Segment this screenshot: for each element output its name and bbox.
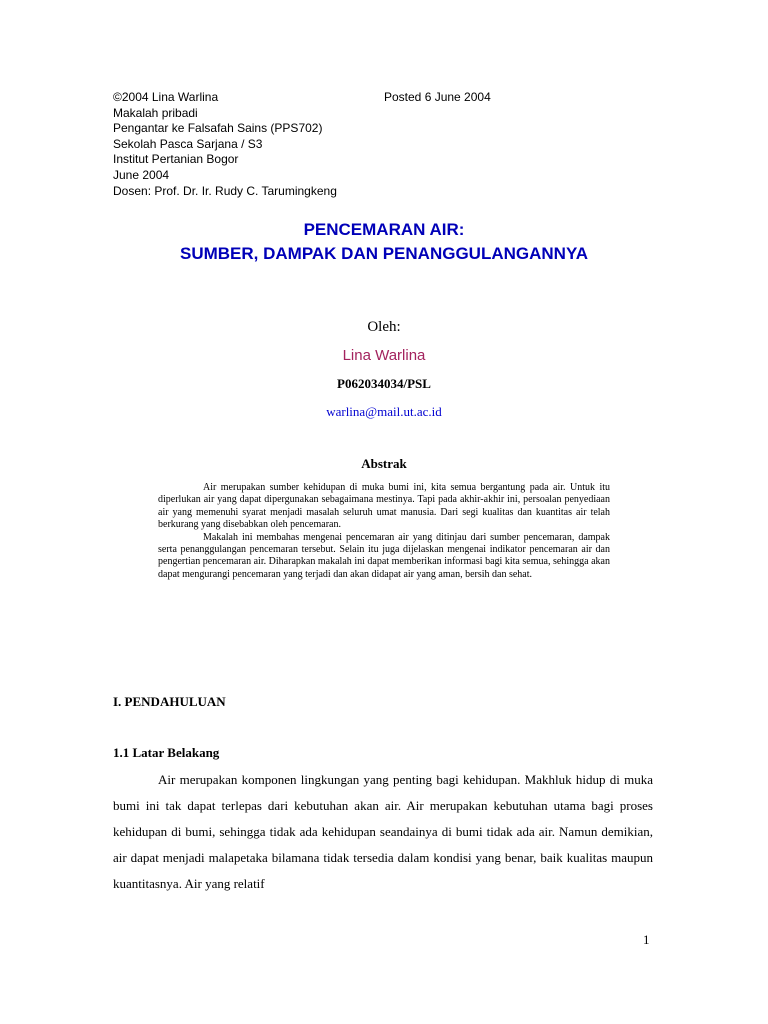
abstract-heading: Abstrak — [361, 456, 407, 471]
posted-date: Posted 6 June 2004 — [384, 90, 491, 104]
copyright-line: ©2004 Lina Warlina — [113, 90, 219, 104]
header-line-course: Pengantar ke Falsafah Sains (PPS702) — [113, 121, 323, 136]
header-line-lecturer: Dosen: Prof. Dr. Ir. Rudy C. Tarumingkeng — [113, 183, 337, 198]
header-top-row — [113, 90, 673, 106]
subsection-heading-background: 1.1 Latar Belakang — [113, 745, 220, 760]
body-text — [113, 767, 653, 897]
section-heading-introduction: I. PENDAHULUAN — [113, 694, 226, 709]
document-header — [113, 90, 673, 199]
page-number: 1 — [643, 932, 650, 947]
header-line-date: June 2004 — [113, 167, 170, 182]
title-line-2: SUMBER, DAMPAK DAN PENANGGULANGANNYA — [179, 244, 589, 263]
header-line-institute: Institut Pertanian Bogor — [113, 152, 239, 167]
author-email: warlina@mail.ut.ac.id — [326, 404, 442, 419]
header-line-school: Sekolah Pasca Sarjana / S3 — [113, 136, 263, 151]
author-by-label: Oleh: — [367, 319, 401, 335]
abstract-body — [158, 482, 610, 581]
author-name: Lina Warlina — [342, 347, 426, 364]
document-title — [0, 218, 768, 266]
body-paragraph-1: Air merupakan komponen lingkungan yang penting bagi kehidupan. Makhluk hidup di muka bumi ini tak dapat terlepas dari kebutuhan akan air. Air merupakan kebutuhan utama bagi proses kehidupan di bumi, sehingga tidak ada kehidupan seandainya di bumi tidak ada air. Namun demikian, air dapat menjadi malapetaka bilamana tidak tersedia dalam kondisi yang benar, baik kualitas maupun kuantitasnya. Air yang relatif — [113, 772, 653, 891]
header-line-paper-type: Makalah pribadi — [113, 105, 198, 120]
abstract-paragraph-2: Makalah ini membahas mengenai pencemaran air yang ditinjau dari sumber pencemaran, dampak serta penanggulangan pencemaran tersebut. Selain itu juga dijelaskan mengenai indikator pencemaran air dan pengertian pencemaran air. Diharapkan makalah ini dapat memberikan informasi bagi kita semua, sehingga akan dapat mengurangi pencemaran yang terjadi dan akan didapat air yang aman, bersih dan sehat. — [158, 531, 610, 580]
abstract-paragraph-1: Air merupakan sumber kehidupan di muka bumi ini, kita semua bergantung pada air. Untuk itu diperlukan air yang dapat dipergunakan sebagaimana mestinya. Tapi pada akhir-akhir ini, persoalan penyediaan air yang memenuhi syarat menjadi masalah seluruh umat manusia. Dari segi kualitas dan kuantitas air telah berkurang yang disebabkan oleh pencemaran. — [158, 482, 610, 531]
title-line-1: PENCEMARAN AIR: — [303, 220, 465, 239]
author-student-id: P062034034/PSL — [337, 376, 431, 391]
